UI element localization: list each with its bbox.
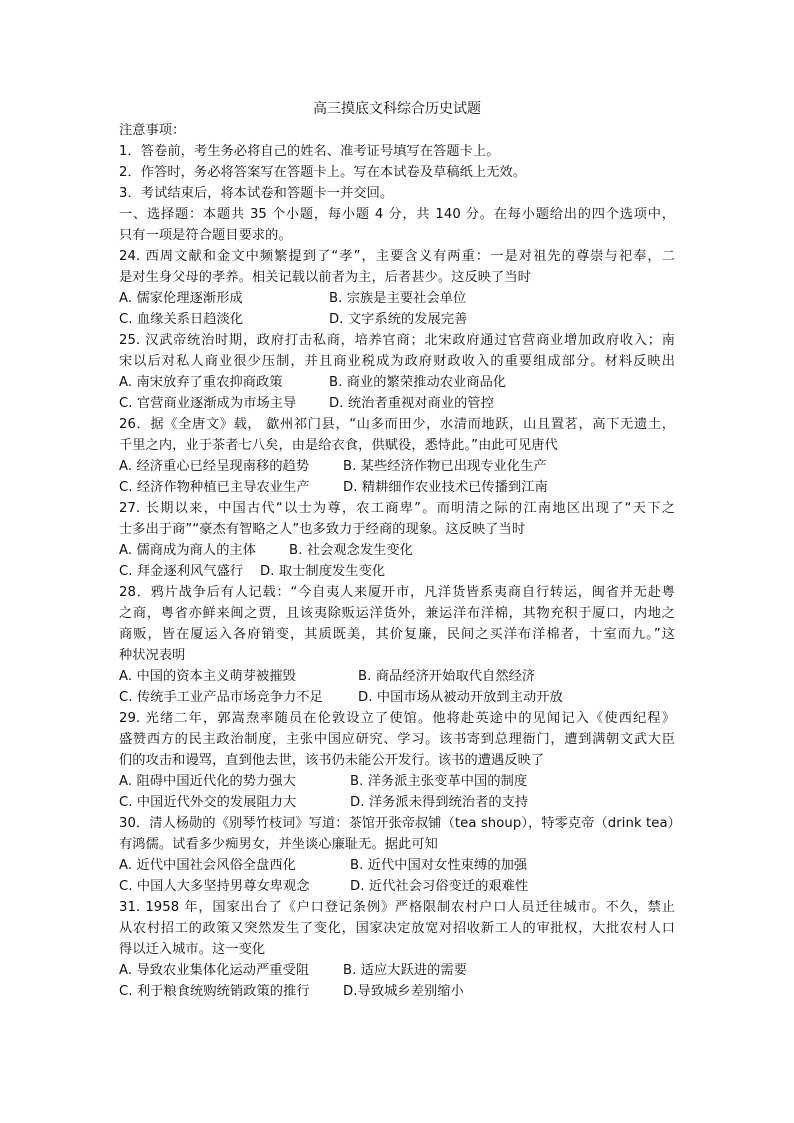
question-28-option-b: B. 商品经济开始取代自然经济 <box>358 669 536 684</box>
notes-heading: 注意事项： <box>119 123 186 138</box>
question-27-option-c: C. 拜金逐利风气盛行 <box>119 564 244 579</box>
question-28-stem: 种状况表明 <box>119 648 186 663</box>
question-26-stem: 千里之内，业于茶者七八矣，由是给衣食，供赋役，悉恃此。”由此可见唐代 <box>119 438 558 453</box>
question-27-option-b: B. 社会观念发生变化 <box>289 543 414 558</box>
question-25-option-a: A. 南宋放弃了重农抑商政策 <box>119 375 283 390</box>
question-26-option-a: A. 经济重心已经呈现南移的趋势 <box>119 459 310 474</box>
question-31-option-b: B. 适应大跃进的需要 <box>343 963 468 978</box>
question-24-option-d: D. 文字系统的发展完善 <box>329 312 468 327</box>
notes-item: 2．作答时，务必将答案写在答题卡上。写在本试卷及草稿纸上无效。 <box>119 165 527 180</box>
question-29-option-d: D. 洋务派未得到统治者的支持 <box>350 795 529 810</box>
question-30-option-b: B. 近代中国对女性束缚的加强 <box>350 858 528 873</box>
question-30-option-d: D. 近代社会习俗变迁的艰难性 <box>350 879 529 894</box>
question-28-stem: 之商，粤省亦鲜来闽之贾，且该夷除贩运洋货外，兼运洋布洋棉，其物充积于厦口，内地之 <box>119 606 675 621</box>
question-31-stem: 得以迁入城市。这一变化 <box>119 942 266 957</box>
question-26-stem: 26．据《全唐文》载， 歙州祁门县，“山多而田少，水清而地跃，山且置茗，高下无遗土， <box>119 417 675 432</box>
question-31-option-a: A. 导致农业集体化运动严重受阻 <box>119 963 310 978</box>
notes-item: 3．考试结束后，将本试卷和答题卡一并交回。 <box>119 186 394 201</box>
question-28-option-a: A. 中国的资本主义萌芽被摧毁 <box>119 669 296 684</box>
question-26-option-b: B. 某些经济作物已出现专业化生产 <box>343 459 547 474</box>
question-27-stem: 士多出于商”“豪杰有智略之人”也多致力于经商的现象。这反映了当时 <box>119 522 526 537</box>
question-31-option-d: D.导致城乡差别缩小 <box>343 984 464 999</box>
question-31-option-c: C. 利于粮食统购统销政策的推行 <box>119 984 310 999</box>
question-24-option-a: A. 儒家伦理逐渐形成 <box>119 291 243 306</box>
question-28-option-d: D. 中国市场从被动开放到主动开放 <box>358 690 563 705</box>
question-26-option-c: C. 经济作物种植已主导农业生产 <box>119 480 310 495</box>
question-30-option-a: A. 近代中国社会风俗全盘西化 <box>119 858 296 873</box>
question-29-stem: 盛赞西方的民主政治制度，主张中国应研究、学习。该书寄到总理衙门，遭到满朝文武大臣 <box>119 732 675 747</box>
question-31-stem: 31. 1958 年，国家出台了《户口登记条例》严格限制农村户口人员迁往城市。不久，禁止 <box>119 900 675 915</box>
question-24-stem: 是对生身父母的孝养。相关记载以前者为主，后者甚少。这反映了当时 <box>119 270 531 285</box>
question-30-stem: 30．清人杨勋的《别琴竹枝词》写道：茶馆开张帝叔铺（tea shoup），特零克帝（drink tea） <box>119 816 681 831</box>
question-25-stem: 25. 汉武帝统治时期，政府打击私商，培养官商；北宋政府通过官营商业增加政府收入；南 <box>119 333 675 348</box>
question-28-option-c: C. 传统手工业产品市场竞争力不足 <box>119 690 323 705</box>
question-29-option-b: B. 洋务派主张变革中国的制度 <box>350 774 528 789</box>
section-instruction: 只有一项是符合题目要求的。 <box>119 228 292 243</box>
page-title: 高三摸底文科综合历史试题 <box>313 101 481 117</box>
question-24-option-c: C. 血缘关系日趋淡化 <box>119 312 244 327</box>
question-25-option-c: C. 官营商业逐渐成为市场主导 <box>119 396 297 411</box>
question-25-option-b: B. 商业的繁荣推动农业商品化 <box>329 375 507 390</box>
question-27-option-a: A. 儒商成为商人的主体 <box>119 543 257 558</box>
question-29-option-c: C. 中国近代外交的发展阻力大 <box>119 795 297 810</box>
section-instruction: 一、选择题：本题共 35 个小题，每小题 4 分，共 140 分。在每小题给出的四个选项中， <box>119 207 675 222</box>
question-31-stem: 从农村招工的政策又突然发生了变化，国家决定放宽对招收新工人的审批权，大批农村人口 <box>119 921 675 936</box>
question-25-option-d: D. 统治者重视对商业的管控 <box>329 396 494 411</box>
question-29-stem: 29. 光绪二年，郭嵩焘率随员在伦敦设立了使馆。他将赴英途中的见闻记入《使西纪程》 <box>119 711 675 726</box>
question-28-stem: 28．鸦片战争后有人记载：“今自夷人来厦开市，凡洋货皆系夷商自行转运，闽省并无赴粤 <box>119 585 675 600</box>
question-28-stem: 商贩，皆在厦运入各府销变，其质既美，其价复廉，民间之买洋布洋棉者，十室而九。”这 <box>119 627 675 642</box>
question-24-option-b: B. 宗族是主要社会单位 <box>329 291 467 306</box>
question-25-stem: 宋以后对私人商业很少压制，并且商业税成为政府财政收入的重要组成部分。材料反映出 <box>119 354 675 369</box>
question-30-option-c: C. 中国人大多坚持男尊女卑观念 <box>119 879 310 894</box>
question-24-stem: 24. 西周文献和金文中频繁提到了“孝”，主要含义有两重：一是对祖先的尊崇与祀奉，二 <box>119 249 675 264</box>
question-26-option-d: D. 精耕细作农业技术已传播到江南 <box>343 480 548 495</box>
question-29-option-a: A. 阻碍中国近代化的势力强大 <box>119 774 296 789</box>
notes-item: 1．答卷前，考生务必将自己的姓名、准考证号填写在答题卡上。 <box>119 144 500 159</box>
question-27-stem: 27. 长期以来，中国古代“以士为尊，农工商卑”。而明清之际的江南地区出现了“天下之 <box>119 501 675 516</box>
question-30-stem: 有鸿儒。试看多少痴男女，并坐谈心廉耻无。据此可知 <box>119 837 438 852</box>
question-29-stem: 们的攻击和谩骂，直到他去世，该书仍未能公开发行。该书的遭遇反映了 <box>119 753 545 768</box>
question-27-option-d: D. 取士制度发生变化 <box>260 564 386 579</box>
